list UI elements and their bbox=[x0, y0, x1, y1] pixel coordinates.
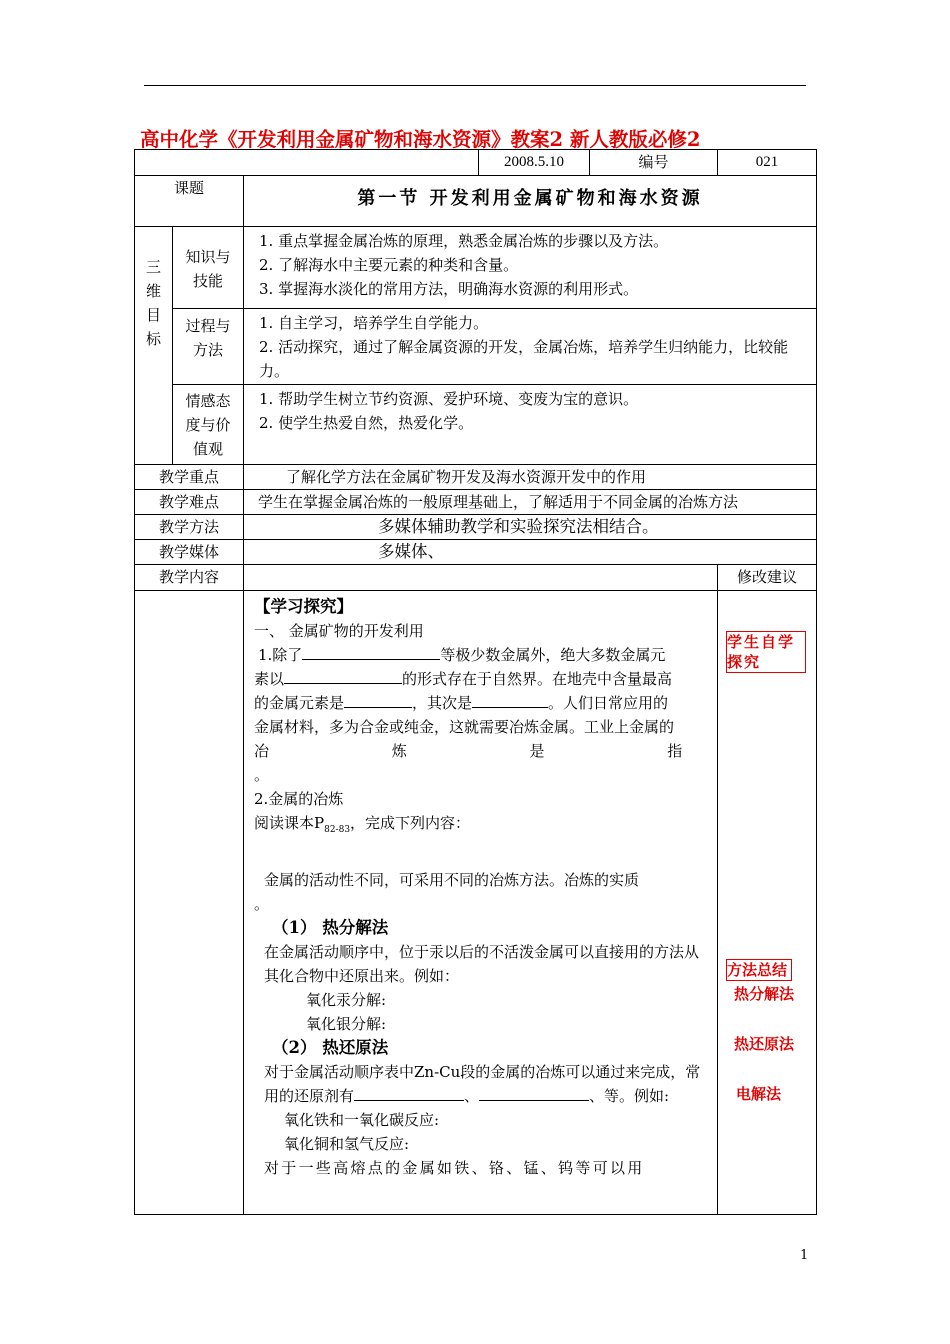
method-2-heading: （2） 热还原法 bbox=[272, 1038, 389, 1057]
content-label: 教学内容 bbox=[135, 565, 244, 591]
self-study-note: 学生自学探究 bbox=[726, 631, 806, 673]
difficult-label: 教学难点 bbox=[135, 490, 244, 515]
method-value: 多媒体辅助教学和实验探究法相结合。 bbox=[244, 515, 817, 540]
emotion-label: 情感态 度与价 值观 bbox=[173, 385, 244, 465]
blank[interactable] bbox=[284, 668, 402, 684]
blank[interactable] bbox=[302, 644, 440, 660]
key-label: 教学重点 bbox=[135, 465, 244, 490]
process-items: 1. 自主学习，培养学生自学能力。 2. 活动探究，通过了解金属资源的开发，金属冶炼，培养学生归纳能力，比较能力。 bbox=[244, 309, 817, 385]
method-row bbox=[135, 515, 817, 540]
blank[interactable] bbox=[479, 1085, 589, 1101]
blank[interactable] bbox=[472, 692, 548, 708]
topic-row bbox=[135, 176, 817, 227]
goal-row-process bbox=[135, 309, 817, 385]
media-row bbox=[135, 540, 817, 565]
method-1-heading: （1） 热分解法 bbox=[272, 918, 389, 937]
number-label: 编号 bbox=[590, 150, 718, 176]
info-row bbox=[135, 150, 817, 176]
question-1-line-3: 的金属元素是 ，其次是 。人们日常应用的 bbox=[254, 694, 669, 712]
goals-label: 三 维 目 标 bbox=[135, 227, 173, 465]
knowledge-items: 1. 重点掌握金属冶炼的原理，熟悉金属冶炼的步骤以及方法。 2. 了解海水中主要元素的种类和含量。 3. 掌握海水淡化的常用方法，明确海水资源的利用形式。 bbox=[244, 227, 817, 309]
revise-label: 修改建议 bbox=[718, 565, 817, 591]
study-content bbox=[244, 591, 718, 1215]
process-label: 过程与 方法 bbox=[173, 309, 244, 385]
method-2-more: 对于一些高熔点的金属如铁、铬、锰、钨等可以用 bbox=[264, 1159, 645, 1177]
question-1-line-2: 素以 的形式存在于自然界。在地壳中含量最高 bbox=[254, 670, 673, 688]
goal-row-emotion bbox=[135, 385, 817, 465]
blank[interactable] bbox=[354, 1085, 464, 1101]
lesson-plan-table bbox=[134, 149, 817, 1215]
number-value: 021 bbox=[718, 150, 817, 176]
difficult-value: 学生在掌握金属冶炼的一般原理基础上，了解适用于不同金属的冶炼方法 bbox=[244, 490, 817, 515]
section-1: 一、 金属矿物的开发利用 bbox=[254, 622, 424, 640]
blank[interactable] bbox=[344, 692, 412, 708]
question-1-line-5: 冶 炼 是 指 bbox=[254, 742, 683, 760]
page-number: 1 bbox=[800, 1248, 809, 1263]
note-method-3: 电解法 bbox=[736, 1085, 782, 1103]
method-label: 教学方法 bbox=[135, 515, 244, 540]
question-1-line-6: 。 bbox=[254, 766, 270, 784]
difficult-row bbox=[135, 490, 817, 515]
revision-notes bbox=[718, 591, 817, 1215]
smelting-essence-end: 。 bbox=[254, 895, 270, 913]
lesson-title: 第一节 开发利用金属矿物和海水资源 bbox=[244, 176, 817, 227]
key-row bbox=[135, 465, 817, 490]
question-1: 1.除了 等极少数金属外，绝大多数金属元 bbox=[258, 646, 666, 664]
date-cell: 2008.5.10 bbox=[479, 150, 590, 176]
reading-instruction: 阅读课本$P_{82-83}$，完成下列内容： bbox=[254, 814, 471, 835]
method-2-text: 对于金属活动顺序表中Zn-Cu段的金属的冶炼可以通过来完成，常用的还原剂有 、 、等。例如: bbox=[264, 1063, 701, 1105]
media-label: 教学媒体 bbox=[135, 540, 244, 565]
goal-row-knowledge bbox=[135, 227, 817, 309]
example-cuo: 氧化铜和氢气反应: bbox=[284, 1135, 410, 1153]
method-1-text: 在金属活动顺序中，位于汞以后的不活泼金属可以直接用的方法从其化合物中还原出来。例如： bbox=[264, 943, 700, 985]
document-title: 高中化学《开发利用金属矿物和海水资源》教案2 新人教版必修2 bbox=[140, 128, 701, 151]
content-row bbox=[135, 591, 817, 1215]
key-value: 了解化学方法在金属矿物开发及海水资源开发中的作用 bbox=[244, 465, 817, 490]
emotion-items: 1. 帮助学生树立节约资源、爱护环境、变废为宝的意识。 2. 使学生热爱自然，热爱化学。 bbox=[244, 385, 817, 465]
question-1-line-4: 金属材料，多为合金或纯金，这就需要冶炼金属。工业上金属的 bbox=[254, 718, 675, 736]
topic-label: 课题 bbox=[135, 176, 244, 227]
header-rule bbox=[144, 85, 806, 86]
summary-note: 方法总结 bbox=[726, 959, 792, 981]
content-header-row bbox=[135, 565, 817, 591]
smelting-essence: 金属的活动性不同，可采用不同的冶炼方法。冶炼的实质 bbox=[264, 871, 640, 889]
knowledge-label: 知识与 技能 bbox=[173, 227, 244, 309]
note-method-2: 热还原法 bbox=[734, 1035, 795, 1053]
section-2: 2.金属的冶炼 bbox=[254, 790, 344, 808]
example-ag2o: 氧化银分解: bbox=[306, 1015, 387, 1033]
study-heading: 【学习探究】 bbox=[254, 597, 353, 616]
example-hgo: 氧化汞分解: bbox=[306, 991, 387, 1009]
example-fe2o3: 氧化铁和一氧化碳反应: bbox=[284, 1111, 440, 1129]
media-value: 多媒体、 bbox=[244, 540, 817, 565]
note-method-1: 热分解法 bbox=[734, 985, 795, 1003]
